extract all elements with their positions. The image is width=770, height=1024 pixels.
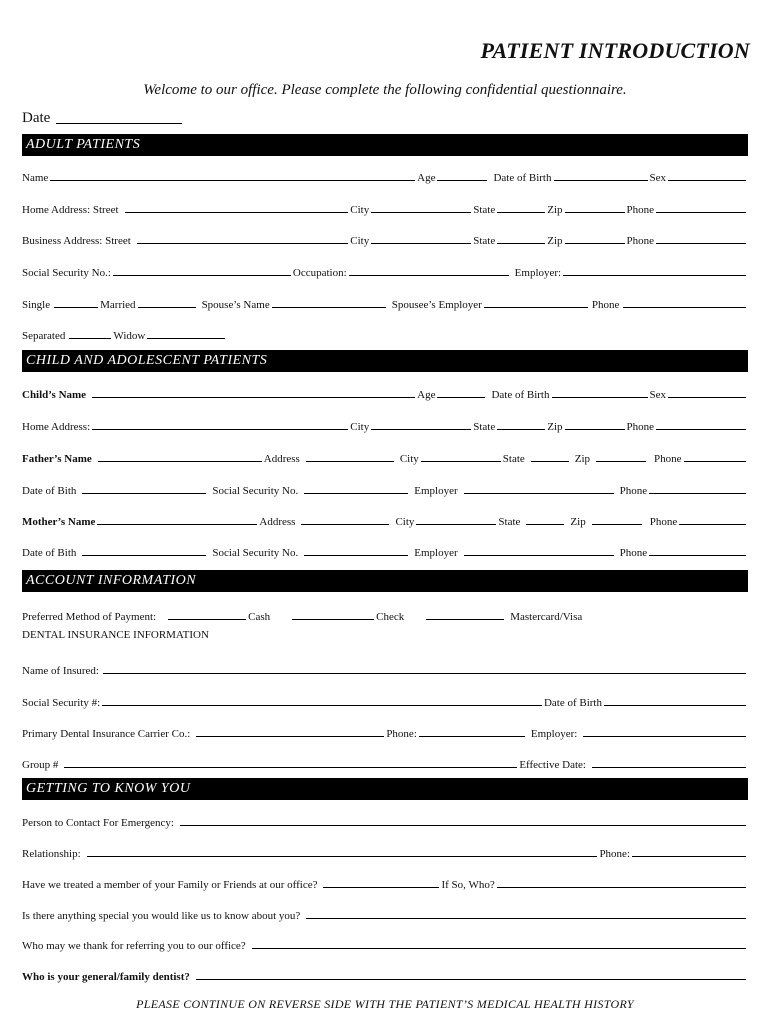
phone-field[interactable] xyxy=(649,493,746,494)
dob-label: Date of Birth xyxy=(493,172,552,184)
date-label: Date xyxy=(22,110,51,126)
general-dentist-label: Who is your general/family dentist? xyxy=(22,971,190,983)
preferred-payment-label: Preferred Method of Payment: xyxy=(22,611,157,623)
home-street-field[interactable] xyxy=(125,212,349,213)
check-field[interactable] xyxy=(292,619,374,620)
footer-note: PLEASE CONTINUE ON REVERSE SIDE WITH THE PATIENT’S MEDICAL HEALTH HISTORY xyxy=(136,997,634,1011)
widow-field[interactable] xyxy=(147,338,225,339)
ssn-label: Social Security No.: xyxy=(22,267,111,279)
ssn-label: Social Security No. xyxy=(212,547,299,559)
phone-label: Phone xyxy=(626,421,654,433)
employer-label: Employer: xyxy=(514,267,562,279)
name-of-insured-row xyxy=(22,659,748,677)
phone-field[interactable] xyxy=(684,461,746,462)
referring-row xyxy=(22,934,748,952)
adult-marital-row xyxy=(22,293,748,311)
phone-label: Phone xyxy=(626,235,654,247)
emergency-label: Person to Contact For Emergency: xyxy=(22,817,174,829)
city-label: City xyxy=(399,453,419,465)
state-field[interactable] xyxy=(497,429,545,430)
phone-label: Phone xyxy=(619,485,648,497)
phone-label: Phone xyxy=(619,547,648,559)
carrier-field[interactable] xyxy=(196,736,384,737)
city-label: City xyxy=(350,204,370,216)
state-field[interactable] xyxy=(497,212,545,213)
city-field[interactable] xyxy=(371,429,471,430)
page-title: PATIENT INTRODUCTION xyxy=(480,38,750,63)
state-field[interactable] xyxy=(526,524,564,525)
fathers-name-label: Father’s Name xyxy=(22,453,92,465)
mothers-row xyxy=(22,510,748,528)
referring-field[interactable] xyxy=(252,948,746,949)
childs-name-field[interactable] xyxy=(92,397,415,398)
state-label: State xyxy=(473,235,496,247)
phone-field[interactable] xyxy=(623,307,746,308)
age-label: Age xyxy=(417,389,436,401)
ssn-field[interactable] xyxy=(304,493,408,494)
insured-dob-field[interactable] xyxy=(604,705,746,706)
relationship-field[interactable] xyxy=(87,856,598,857)
zip-field[interactable] xyxy=(565,429,625,430)
treated-label: Have we treated a member of your Family or Friends at our office? xyxy=(22,879,318,891)
referring-label: Who may we thank for referring you to our office? xyxy=(22,940,246,952)
group-field[interactable] xyxy=(64,767,517,768)
city-field[interactable] xyxy=(371,243,471,244)
city-field[interactable] xyxy=(416,524,496,525)
check-label: Check xyxy=(376,611,405,623)
phone-field[interactable] xyxy=(656,212,746,213)
phone-label: Phone xyxy=(654,453,682,465)
section-getting-to-know-you: GETTING TO KNOW YOU xyxy=(22,778,748,800)
name-field[interactable] xyxy=(50,180,415,181)
employer-label: Employer xyxy=(414,547,458,559)
spouse-name-label: Spouse’s Name xyxy=(201,299,270,311)
home-address-field[interactable] xyxy=(92,429,348,430)
phone-label: Phone xyxy=(626,204,654,216)
age-field[interactable] xyxy=(437,180,487,181)
insured-ssn-label: Social Security #: xyxy=(22,697,101,709)
date-of-bith-field[interactable] xyxy=(82,555,206,556)
phone-field[interactable] xyxy=(679,524,746,525)
emergency-field[interactable] xyxy=(180,825,746,826)
special-field[interactable] xyxy=(306,918,746,919)
address-field[interactable] xyxy=(301,524,389,525)
date-row xyxy=(22,110,184,127)
special-row xyxy=(22,904,748,922)
zip-field[interactable] xyxy=(565,212,625,213)
cash-label: Cash xyxy=(248,611,271,623)
name-label: Name xyxy=(22,172,49,184)
sex-field[interactable] xyxy=(668,180,746,181)
address-label: Address xyxy=(263,453,300,465)
fathers-row xyxy=(22,447,748,465)
if-so-who-label: If So, Who? xyxy=(441,879,495,891)
child-name-row xyxy=(22,383,748,401)
section-adult-patients: ADULT PATIENTS xyxy=(22,134,748,156)
zip-label: Zip xyxy=(547,235,563,247)
welcome-text: Welcome to our office. Please complete the following confidential questionnaire. xyxy=(143,82,627,98)
effective-date-label: Effective Date: xyxy=(519,759,586,771)
state-label: State xyxy=(473,204,496,216)
phone-field[interactable] xyxy=(656,429,746,430)
carrier-employer-field[interactable] xyxy=(583,736,746,737)
married-label: Married xyxy=(100,299,136,311)
zip-label: Zip xyxy=(570,516,586,528)
zip-label: Zip xyxy=(547,421,563,433)
city-field[interactable] xyxy=(421,461,501,462)
treated-field[interactable] xyxy=(323,887,439,888)
group-label: Group # xyxy=(22,759,59,771)
employer-field[interactable] xyxy=(464,493,614,494)
ssn-label: Social Security No. xyxy=(212,485,299,497)
adult-separated-row xyxy=(22,324,748,342)
city-field[interactable] xyxy=(371,212,471,213)
mothers-name-label: Mother’s Name xyxy=(22,516,96,528)
employer-label: Employer xyxy=(414,485,458,497)
state-field[interactable] xyxy=(497,243,545,244)
date-of-bith-label: Date of Bith xyxy=(22,547,77,559)
zip-field[interactable] xyxy=(565,243,625,244)
city-label: City xyxy=(350,235,370,247)
address-label: Address xyxy=(259,516,296,528)
cash-field[interactable] xyxy=(168,619,246,620)
insured-dob-label: Date of Birth xyxy=(543,697,602,709)
insured-ssn-row xyxy=(22,691,748,709)
zip-label: Zip xyxy=(574,453,591,465)
childs-name-label: Child’s Name xyxy=(22,389,87,401)
relationship-phone-label: Phone: xyxy=(599,848,630,860)
date-of-bith-field[interactable] xyxy=(82,493,206,494)
age-field[interactable] xyxy=(437,397,485,398)
carrier-phone-field[interactable] xyxy=(419,736,525,737)
single-label: Single xyxy=(22,299,51,311)
age-label: Age xyxy=(417,172,436,184)
carrier-employer-label: Employer: xyxy=(530,728,578,740)
address-field[interactable] xyxy=(306,461,394,462)
relationship-phone-field[interactable] xyxy=(632,856,746,857)
phone-field[interactable] xyxy=(656,243,746,244)
state-field[interactable] xyxy=(531,461,569,462)
state-label: State xyxy=(502,453,525,465)
home-address-label: Home Address: xyxy=(22,421,91,433)
city-label: City xyxy=(395,516,415,528)
mother-details-row xyxy=(22,541,748,559)
home-street-label: Home Address: Street xyxy=(22,204,119,216)
zip-label: Zip xyxy=(547,204,563,216)
employer-field[interactable] xyxy=(563,275,746,276)
phone-label: Phone xyxy=(591,299,620,311)
adult-ssn-row xyxy=(22,261,748,279)
relationship-row xyxy=(22,842,748,860)
date-of-bith-label: Date of Bith xyxy=(22,485,77,497)
carrier-row xyxy=(22,722,748,740)
adult-home-address-row xyxy=(22,198,748,216)
adult-name-row xyxy=(22,166,748,184)
separated-label: Separated xyxy=(22,330,66,342)
city-label: City xyxy=(350,421,370,433)
dob-field[interactable] xyxy=(554,180,648,181)
date-field[interactable] xyxy=(56,123,182,124)
mothers-name-field[interactable] xyxy=(97,524,257,525)
child-home-address-row xyxy=(22,415,748,433)
zip-field[interactable] xyxy=(592,524,642,525)
employer-field[interactable] xyxy=(464,555,614,556)
section-child-adolescent: CHILD AND ADOLESCENT PATIENTS xyxy=(22,350,748,372)
mastercard-visa-field[interactable] xyxy=(426,619,504,620)
single-field[interactable] xyxy=(54,307,98,308)
spouse-employer-label: Spousee’s Employer xyxy=(391,299,482,311)
business-street-label: Business Address: Street xyxy=(22,235,131,247)
name-of-insured-label: Name of Insured: xyxy=(22,665,99,677)
general-dentist-field[interactable] xyxy=(196,979,746,980)
relationship-label: Relationship: xyxy=(22,848,81,860)
section-account-information: ACCOUNT INFORMATION xyxy=(22,570,748,592)
occupation-field[interactable] xyxy=(349,275,509,276)
separated-field[interactable] xyxy=(69,338,111,339)
ssn-field[interactable] xyxy=(113,275,291,276)
phone-label: Phone xyxy=(649,516,678,528)
sex-label: Sex xyxy=(649,389,666,401)
zip-field[interactable] xyxy=(596,461,646,462)
group-row xyxy=(22,753,748,771)
emergency-row xyxy=(22,811,748,829)
married-field[interactable] xyxy=(138,307,196,308)
dental-insurance-heading: DENTAL INSURANCE INFORMATION xyxy=(22,629,209,641)
name-of-insured-field[interactable] xyxy=(103,673,746,674)
carrier-phone-label: Phone: xyxy=(386,728,417,740)
occupation-label: Occupation: xyxy=(292,267,347,279)
effective-date-field[interactable] xyxy=(592,767,746,768)
special-label: Is there anything special you would like us to know about you? xyxy=(22,910,301,922)
treated-row xyxy=(22,873,748,891)
payment-row xyxy=(22,605,748,623)
spouse-name-field[interactable] xyxy=(272,307,386,308)
state-label: State xyxy=(473,421,496,433)
ssn-field[interactable] xyxy=(304,555,408,556)
spouse-employer-field[interactable] xyxy=(484,307,588,308)
father-details-row xyxy=(22,479,748,497)
business-street-field[interactable] xyxy=(137,243,348,244)
dob-label: Date of Birth xyxy=(491,389,550,401)
general-dentist-row xyxy=(22,965,748,983)
if-so-who-field[interactable] xyxy=(497,887,746,888)
carrier-label: Primary Dental Insurance Carrier Co.: xyxy=(22,728,191,740)
state-label: State xyxy=(498,516,521,528)
sex-field[interactable] xyxy=(668,397,746,398)
dob-field[interactable] xyxy=(552,397,648,398)
widow-label: Widow xyxy=(113,330,146,342)
mastercard-visa-label: Mastercard/Visa xyxy=(510,611,583,623)
phone-field[interactable] xyxy=(649,555,746,556)
adult-business-address-row xyxy=(22,229,748,247)
fathers-name-field[interactable] xyxy=(98,461,262,462)
insured-ssn-field[interactable] xyxy=(102,705,542,706)
sex-label: Sex xyxy=(649,172,666,184)
